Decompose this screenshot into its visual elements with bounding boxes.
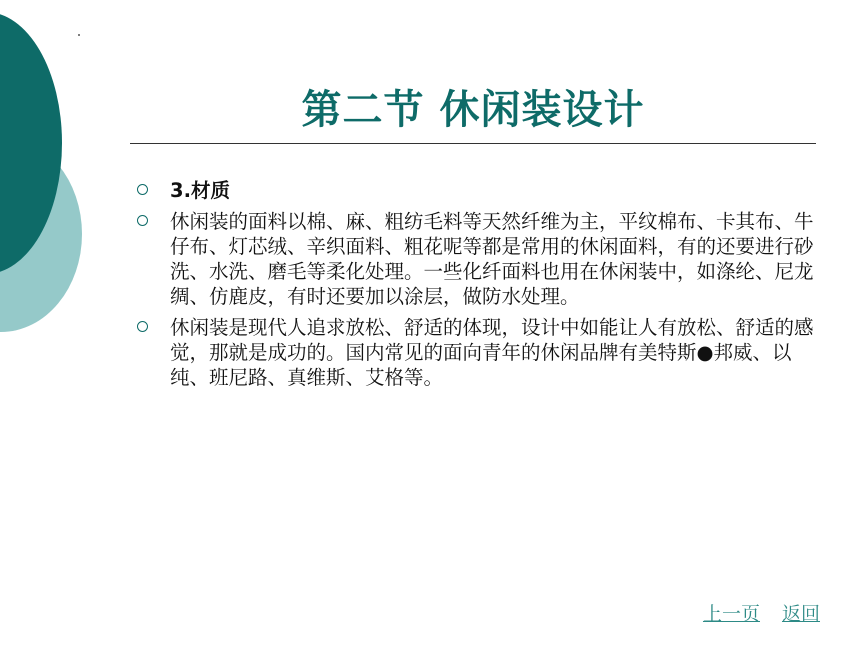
back-link[interactable]: 返回 [781,603,820,625]
circle-bullet-icon [137,215,148,226]
bullet-item-brands [135,315,825,390]
bullet-item-heading [135,178,825,203]
decorative-dot [78,34,80,36]
bullet-text: 休闲装的面料以棉、麻、粗纺毛料等天然纤维为主，平纹棉布、卡其布、牛仔布、灯芯绒、辛织面料、粗花呢等都是常用的休闲面料，有的还要进行砂洗、水洗、磨毛等柔化处理。一些化纤面料也用在休闲装中，如涤纶、尼龙绸、仿鹿皮，有时还要加以涂层，做防水处理。 [170,210,814,308]
bullet-text: 休闲装是现代人追求放松、舒适的体现，设计中如能让人有放松、舒适的感觉，那就是成功的。国内常见的面向青年的休闲品牌有美特斯●邦威、以纯、班尼路、真维斯、艾格等。 [170,316,814,389]
slide-navigation [703,599,820,626]
slide-title: 第二节 休闲装设计 [301,87,645,133]
prev-page-link[interactable]: 上一页 [702,603,760,625]
bullet-list [135,178,825,396]
circle-bullet-icon [137,321,148,332]
bullet-item-fabrics [135,209,825,309]
circle-bullet-icon [137,184,148,195]
bullet-text: 3.材质 [170,179,230,202]
title-divider [130,143,816,144]
